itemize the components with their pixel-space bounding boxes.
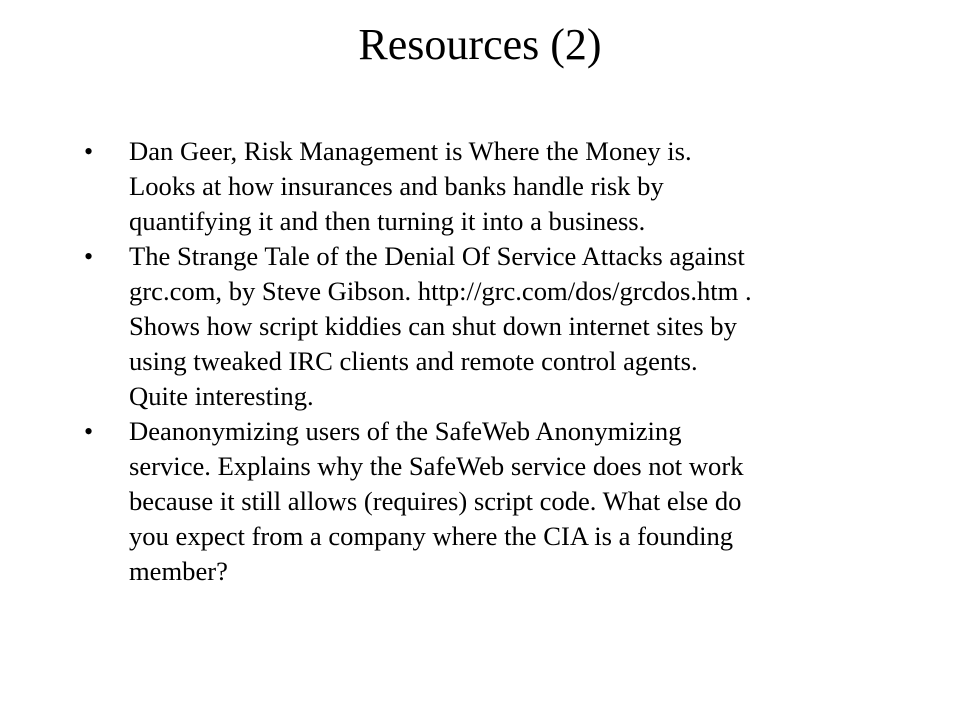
bullet-text: [129, 239, 900, 414]
bullet-item-geer: [80, 134, 900, 239]
bullet-line: member?: [129, 556, 228, 586]
bullet-icon: •: [84, 137, 94, 166]
bullet-line: service. Explains why the SafeWeb service does not work: [129, 451, 744, 481]
bullet-icon: •: [84, 417, 94, 446]
bullet-line: you expect from a company where the CIA is a founding: [129, 521, 734, 551]
slide-title: Resources (2): [358, 20, 602, 69]
bullet-line: Quite interesting.: [129, 381, 314, 411]
bullet-line: quantifying it and then turning it into a business.: [129, 206, 646, 236]
bullet-line: using tweaked IRC clients and remote control agents.: [129, 346, 698, 376]
bullet-item-safeweb: [80, 414, 900, 589]
bullet-text: [129, 414, 900, 589]
bullet-line: grc.com, by Steve Gibson. http://grc.com/dos/grcdos.htm .: [129, 276, 752, 306]
bullet-line: Looks at how insurances and banks handle risk by: [129, 171, 664, 201]
bullet-line: Dan Geer, Risk Management is Where the Money is.: [129, 136, 692, 166]
bullet-line: The Strange Tale of the Denial Of Service Attacks against: [129, 241, 745, 271]
bullet-icon: •: [84, 242, 94, 271]
bullet-list: [80, 134, 900, 589]
bullet-line: Deanonymizing users of the SafeWeb Anonymizing: [129, 416, 682, 446]
bullet-text: [129, 134, 900, 239]
bullet-item-gibson: [80, 239, 900, 414]
bullet-line: because it still allows (requires) script code. What else do: [129, 486, 742, 516]
bullet-line: Shows how script kiddies can shut down internet sites by: [129, 311, 737, 341]
